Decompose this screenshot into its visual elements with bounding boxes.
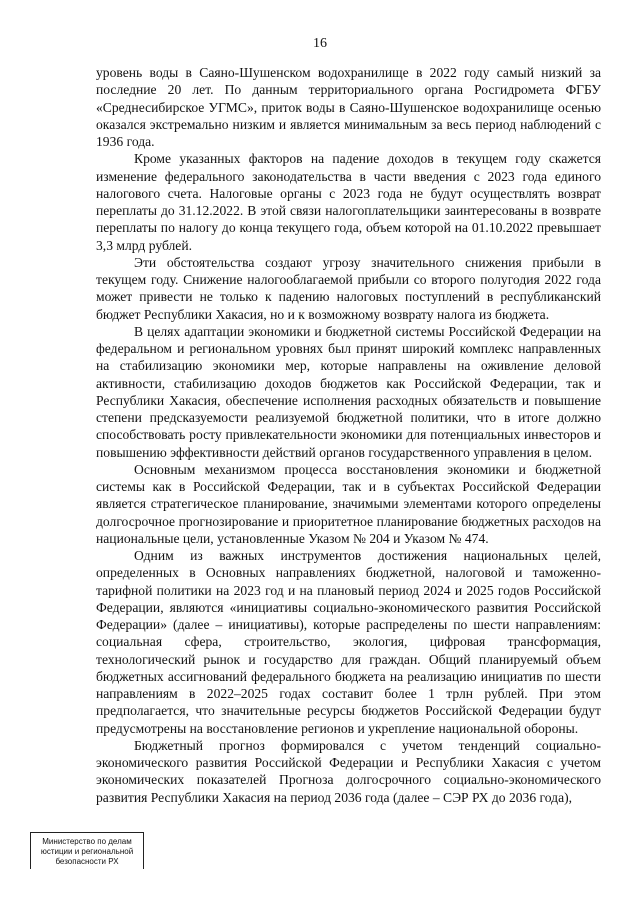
paragraph-adaptation-measures: В целях адаптации экономики и бюджетной системы Российской Федерации на федеральном и региональном уровнях был принят широкий комплекс направленных на стабилизацию экономики мер, которые направлены на оживление деловой активности, стабилизацию доходов бюджетов как Российской Федерации, так и Республики Хакасия, обеспечение исполнения расходных обязательств и повышение степени предсказуемости реализуемой бюджетной политики, что в итоге должно способствовать росту привлекательности экономики для потенциальных инвесторов и повышению эффективности действий органов государственного управления в целом. <box>96 323 601 460</box>
paragraph-strategic-planning: Основным механизмом процесса восстановления экономики и бюджетной системы как в Российской Федерации, так и в субъектах Российской Федерации является стратегическое планирование, значимыми элементами которого определены долгосрочное прогнозирование и приоритетное планирование бюджетных расходов на национальные цели, установленные Указом № 204 и Указом № 474. <box>96 461 601 546</box>
stamp-line-2: юстиции и региональной <box>40 847 134 856</box>
paragraph-budget-forecast: Бюджетный прогноз формировался с учетом тенденций социально-экономического развития Российской Федерации и Республики Хакасия с учетом экономических показателей Прогноза долгосрочного социально-экономического развития Республики Хакасия на период 2036 года (далее – СЭР РХ до 2036 года), <box>96 737 601 805</box>
stamp-line-1: Министерство по делам <box>42 837 132 846</box>
ministry-stamp <box>30 832 144 869</box>
paragraph-profit-threat: Эти обстоятельства создают угрозу значительного снижения прибыли в текущем году. Снижение налогооблагаемой прибыли со второго полугодия 2022 года может привести не только к падению налоговых поступлений в республиканский бюджет Республики Хакасия, но и к возможному возврату налога из бюджета. <box>96 254 601 322</box>
document-body <box>96 64 601 806</box>
page-number: 16 <box>313 36 327 51</box>
paragraph-initiatives: Одним из важных инструментов достижения национальных целей, определенных в Основных направлениях бюджетной, налоговой и таможенно-тарифной политики на 2023 год и на плановый период 2024 и 2025 годов Российской Федерации, являются «инициативы социально-экономического развития Российской Федерации» (далее – инициативы), которые распределены по шести направлениям: социальная сфера, строительство, экология, цифровая трансформация, технологический рынок и государство для граждан. Общий планируемый объем бюджетных ассигнований федерального бюджета на реализацию инициатив по шести направлениям в 2022–2025 годах составит более 1 трлн рублей. При этом предполагается, что значительные ресурсы бюджетов Российской Федерации будут предусмотрены на восстановление регионов и укрепление национальной обороны. <box>96 548 601 736</box>
paragraph-continuation: уровень воды в Саяно-Шушенском водохранилище в 2022 году самый низкий за последние 20 лет. По данным территориального органа Росгидромета ФГБУ «Среднесибирское УГМС», приток воды в Саяно-Шушенское водохранилище осенью оказался экстремально низким и является минимальным за весь период наблюдений с 1936 года. <box>96 65 601 149</box>
paragraph-tax-account: Кроме указанных факторов на падение доходов в текущем году скажется изменение федерального законодательства в части введения с 2023 года единого налогового счета. Налоговые органы с 2023 года не будут осуществлять возврат переплаты до 31.12.2022. В этой связи налогоплательщики заинтересованы в возврате переплаты по налогу до конца текущего года, объем которой на 01.10.2022 превышает 3,3 млрд рублей. <box>96 151 601 253</box>
stamp-line-3: безопасности РХ <box>55 857 119 866</box>
